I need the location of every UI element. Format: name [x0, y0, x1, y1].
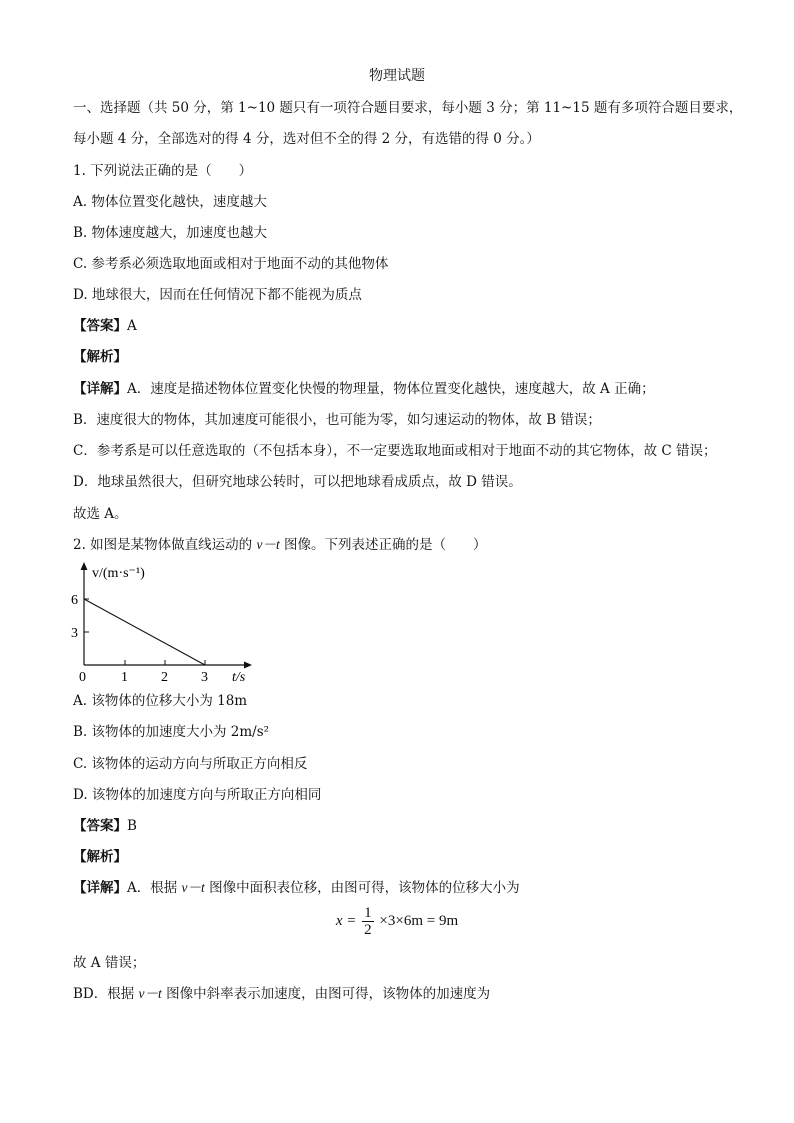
answer-tag: 【答案】: [73, 818, 127, 834]
section-heading-line-2: 每小题 4 分，全部选对的得 4 分，选对但不全的得 2 分，有选错的得 0 分。）: [73, 131, 540, 147]
q1-option-a: A. 物体位置变化越快，速度越大: [73, 194, 267, 210]
q2-stem: [73, 535, 487, 555]
y-tick-label-6: 6: [71, 593, 78, 608]
answer-value: B: [127, 818, 137, 834]
q2-option-d: D. 该物体的加速度方向与所取正方向相同: [73, 787, 322, 803]
section-heading-line-1: 一、选择题（共 50 分，第 1~10 题只有一项符合题目要求，每小题 3 分；第 11~15 题有多项符合题目要求，: [73, 100, 743, 116]
vt-line: [84, 599, 205, 665]
x-tick-label-0: 0: [79, 670, 86, 685]
vt-symbol: v－t: [138, 986, 162, 1001]
q2-option-a: A. 该物体的位移大小为 18m: [73, 693, 248, 709]
x-tick-label-1: 1: [121, 670, 128, 685]
x-tick-label-2: 2: [161, 670, 168, 685]
vt-symbol: v－t: [256, 537, 280, 552]
page-title: 物理试题: [369, 68, 425, 84]
fraction-half: [362, 905, 374, 938]
q2-detail-bd: [73, 984, 490, 1004]
q2-option-b: B. 该物体的加速度大小为 2m/s²: [73, 724, 270, 740]
q2-answer: [73, 816, 137, 836]
vt-symbol: v－t: [181, 880, 205, 895]
y-axis-label: v/(m·s⁻¹): [92, 566, 145, 581]
q1-option-d: D. 地球很大，因而在任何情况下都不能视为质点: [73, 287, 362, 303]
fraction-denominator: 2: [364, 922, 372, 938]
q1-option-b: B. 物体速度越大，加速度也越大: [73, 225, 268, 241]
equation-rhs: ×3×6m = 9m: [379, 912, 459, 929]
x-tick-label-3: 3: [201, 670, 208, 685]
q2-detail-a-conclusion: 故 A 错误；: [73, 955, 146, 971]
detail-bd-post: 图像中斜率表示加速度，由图可得，该物体的加速度为: [166, 986, 491, 1002]
y-axis-arrow: [81, 562, 88, 570]
detail-bd-pre: BD．根据: [73, 986, 135, 1002]
stem-pre: 2. 如图是某物体做直线运动的: [73, 537, 253, 553]
q1-detail-a: [73, 379, 655, 399]
stem-post: 图像。下列表述正确的是（ ）: [284, 537, 487, 553]
detail-text: A．速度是描述物体位置变化快慢的物理量，物体位置变化越快，速度越大，故 A 正确；: [127, 381, 655, 397]
q1-option-c: C. 参考系必须选取地面或相对于地面不动的其他物体: [73, 256, 389, 272]
detail-a-pre: A．根据: [127, 880, 178, 896]
y-tick-label-3: 3: [71, 626, 78, 641]
q1-detail-b: B．速度很大的物体，其加速度可能很小，也可能为零，如匀速运动的物体，故 B 错误；: [73, 412, 601, 428]
equation-lhs: x =: [335, 912, 357, 929]
answer-tag: 【答案】: [73, 318, 127, 334]
q2-analysis-tag: 【解析】: [73, 849, 127, 865]
q1-conclusion: 故选 A。: [73, 506, 128, 522]
displacement-equation: [0, 905, 794, 945]
vt-graph: [60, 560, 260, 685]
q1-analysis-tag: 【解析】: [73, 349, 127, 365]
detail-tag: 【详解】: [73, 381, 127, 397]
detail-tag: 【详解】: [73, 880, 127, 896]
q2-option-c: C. 该物体的运动方向与所取正方向相反: [73, 756, 308, 772]
answer-value: A: [127, 318, 137, 334]
detail-a-post: 图像中面积表位移，由图可得，该物体的位移大小为: [209, 880, 520, 896]
fraction-numerator: 1: [364, 905, 372, 921]
q1-detail-c: C．参考系是可以任意选取的（不包括本身），不一定要选取地面或相对于地面不动的其它物体，故 C 错误；: [73, 443, 717, 459]
q1-answer: [73, 316, 137, 336]
q2-detail-a: [73, 878, 520, 898]
q1-detail-d: D．地球虽然很大，但研究地球公转时，可以把地球看成质点，故 D 错误。: [73, 474, 522, 490]
q1-stem: 1. 下列说法正确的是（ ）: [73, 163, 253, 179]
x-axis-label: t/s: [232, 670, 246, 685]
x-axis-arrow: [244, 662, 252, 669]
